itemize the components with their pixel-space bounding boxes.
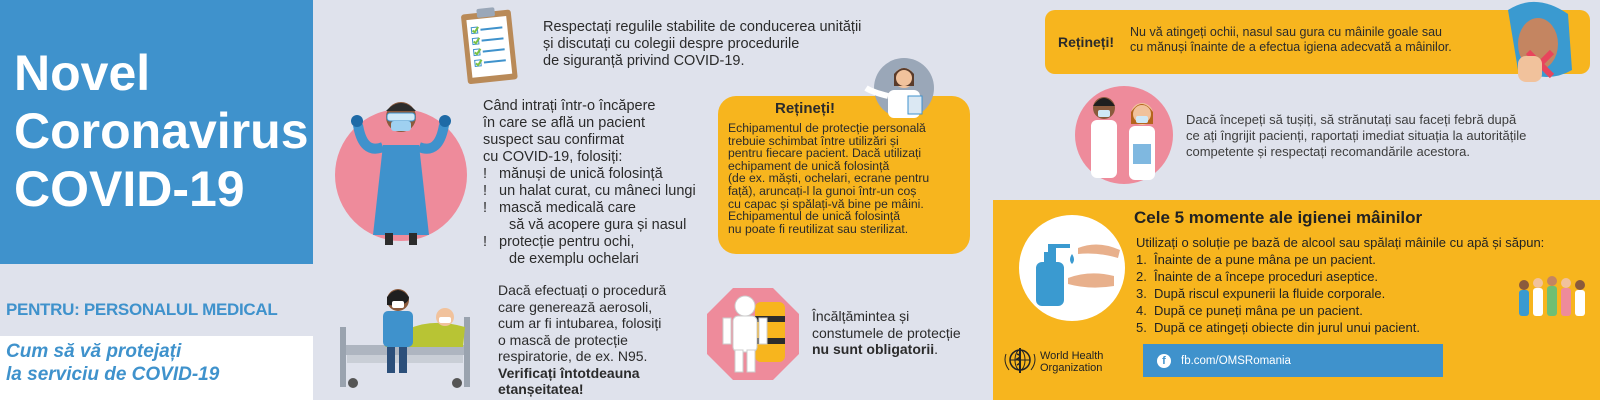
hazmat-suit-stop-icon <box>705 286 801 382</box>
hygiene-step <box>1136 251 1420 268</box>
subtitle <box>6 340 219 386</box>
title-line-3: COVID-19 <box>14 161 245 217</box>
ppe-item-text: mănuși de unică folosință <box>499 166 663 182</box>
hygiene-step <box>1136 285 1420 302</box>
subtitle-line-2: la serviciu de COVID-19 <box>6 364 220 385</box>
who-line-1: World Health <box>1040 350 1104 362</box>
cough-line-1: Dacă începeți să tușiți, să strănutați sau faceți febră după <box>1186 112 1517 127</box>
rules-text <box>543 19 861 70</box>
hand-hygiene-list <box>1136 251 1420 336</box>
hygiene-step-number: 1. <box>1136 252 1147 267</box>
hygiene-step <box>1136 302 1420 319</box>
ppe-reminder-line: trebuie schimbat între utilizări și <box>728 133 899 148</box>
room-line-3: suspect sau confirmat <box>483 132 625 148</box>
health-worker-gown-illustration <box>333 85 468 253</box>
aerosol-line: o mască de protecție <box>498 331 628 348</box>
symptom-report-text <box>1186 112 1526 160</box>
room-line-4: cu COVID-19, folosiți: <box>483 149 623 165</box>
room-line-1: Când intrați într-o încăpere <box>483 98 656 114</box>
ppe-item-text: mască medicală care <box>499 200 636 216</box>
ppe-item-mark: ! <box>483 234 488 250</box>
hygiene-step <box>1136 268 1420 285</box>
hygiene-step-text: După ce puneți mâna pe un pacient. <box>1154 303 1363 318</box>
hand-sanitizer-icon <box>1018 214 1126 322</box>
who-emblem-icon <box>1003 346 1037 374</box>
ppe-reminder-line: cu capac și spălați-vă bine pe mâini. <box>728 196 924 211</box>
hygiene-step-number: 4. <box>1136 303 1147 318</box>
subtitle-line-1: Cum să vă protejați <box>6 341 182 362</box>
who-line-2: Organization <box>1040 362 1103 374</box>
no-face-touch-icon <box>1488 0 1584 86</box>
ppe-item-text: un halat curat, cu mâneci lungi <box>499 183 696 199</box>
rules-line-1: Respectați regulile stabilite de conducerea unității <box>543 19 862 35</box>
hand-hygiene-title: Cele 5 momente ale igienei mâinilor <box>1134 208 1423 227</box>
ppe-reminder-heading: Rețineți! <box>775 100 835 117</box>
ppe-item <box>483 166 696 183</box>
ppe-item-mark: ! <box>483 200 488 216</box>
ppe-reminder-line: echipament de unică folosință <box>728 158 890 173</box>
footwear-end: . <box>934 341 938 357</box>
face-touch-line-1: Nu vă atingeți ochii, nasul sau gura cu mâinile goale sau <box>1130 25 1442 39</box>
ppe-reminder-line: față), aruncați-l la gunoi într-un coș <box>728 183 917 198</box>
face-touch-reminder-heading: Rețineți! <box>1058 34 1114 50</box>
doctor-avatar-icon <box>862 56 936 118</box>
facebook-icon: f <box>1157 354 1171 368</box>
hygiene-step-number: 2. <box>1136 269 1147 284</box>
aerosol-line: care generează aerosoli, <box>498 298 653 315</box>
face-touch-line-2: cu mănuși înainte de a efectua igiena adecvată a mâinilor. <box>1130 40 1452 54</box>
who-logo-text <box>1040 350 1103 374</box>
facebook-link[interactable] <box>1143 344 1443 377</box>
ppe-list <box>483 166 696 268</box>
rules-line-3: de siguranță privind COVID-19. <box>543 53 745 69</box>
cough-line-3: competente și respectați recomandările acestora. <box>1186 144 1470 159</box>
ppe-reminder-line: Echipamentul de protecție personală <box>728 121 926 135</box>
room-instructions <box>483 98 696 268</box>
rules-line-2: și discutați cu colegii despre procedurile <box>543 36 800 52</box>
hygiene-step-text: După riscul expunerii la fluide corporale. <box>1154 286 1386 301</box>
hygiene-step-number: 3. <box>1136 286 1147 301</box>
cough-line-2: ce ați îngrijit pacienți, raportați imediat situația la autoritățile <box>1186 128 1527 143</box>
hygiene-step-text: Înainte de a pune mâna pe un pacient. <box>1154 252 1376 267</box>
hygiene-step-text: După ce atingeți obiecte din jurul unui pacient. <box>1154 320 1420 335</box>
facebook-link-label: fb.com/OMSRomania <box>1181 354 1291 367</box>
aerosol-warning-line-1: Verificați întotdeauna <box>498 364 640 381</box>
ppe-item <box>483 200 696 217</box>
aerosol-warning-line-2: etanșeitatea! <box>498 381 584 397</box>
face-touch-reminder-text <box>1130 25 1452 55</box>
checklist-clipboard-icon <box>458 4 526 86</box>
ppe-item <box>483 217 696 234</box>
aerosol-line: respiratorie, de ex. N95. <box>498 348 648 364</box>
page-title <box>14 44 309 218</box>
ppe-item-mark: ! <box>483 183 488 199</box>
footwear-line-1: Încălțămintea și <box>812 308 910 324</box>
ppe-item <box>483 183 696 200</box>
hygiene-step <box>1136 319 1420 336</box>
doctors-discussion-illustration <box>1073 84 1175 186</box>
aerosol-line: cum ar fi intubarea, folosiți <box>498 315 662 331</box>
health-workers-group-icon <box>1516 275 1590 319</box>
ppe-item-mark: ! <box>483 166 488 182</box>
room-line-2: în care se află un pacient <box>483 115 646 131</box>
footwear-line-3 <box>812 341 961 358</box>
ppe-reminder-line: Echipamentul de unică folosință <box>728 209 901 224</box>
ppe-item <box>483 234 696 251</box>
hygiene-step-number: 5. <box>1136 320 1147 335</box>
ppe-item-text: de exemplu ochelari <box>509 251 639 267</box>
ppe-item <box>483 251 696 268</box>
audience-label: PENTRU: PERSONALUL MEDICAL <box>6 300 278 319</box>
hand-hygiene-intro: Utilizați o soluție pe bază de alcool sau spălați mâinile cu apă și săpun: <box>1136 235 1545 250</box>
title-line-2: Coronavirus <box>14 103 309 159</box>
ppe-reminder-line: (de ex. măști, ochelari, ecrane pentru <box>728 171 930 186</box>
footwear-note <box>812 308 961 358</box>
ppe-item-text: protecție pentru ochi, <box>499 234 635 250</box>
aerosol-line: Dacă efectuați o procedură <box>498 282 667 298</box>
aerosol-instructions <box>498 282 666 398</box>
ppe-reminder-line: pentru fiecare pacient. Dacă utilizați <box>728 146 922 161</box>
title-line-1: Novel <box>14 45 151 101</box>
patient-bed-illustration <box>335 283 475 393</box>
footwear-line-2: constumele de protecție <box>812 324 961 341</box>
ppe-reminder-line: nu poate fi reutilizat sau sterilizat. <box>728 221 909 236</box>
ppe-reminder-text <box>728 122 929 235</box>
hygiene-step-text: Înainte de a începe proceduri aseptice. <box>1154 269 1379 284</box>
ppe-item-text: să vă acopere gura și nasul <box>509 217 687 233</box>
footwear-bold-text: nu sunt obligatorii <box>812 341 935 357</box>
